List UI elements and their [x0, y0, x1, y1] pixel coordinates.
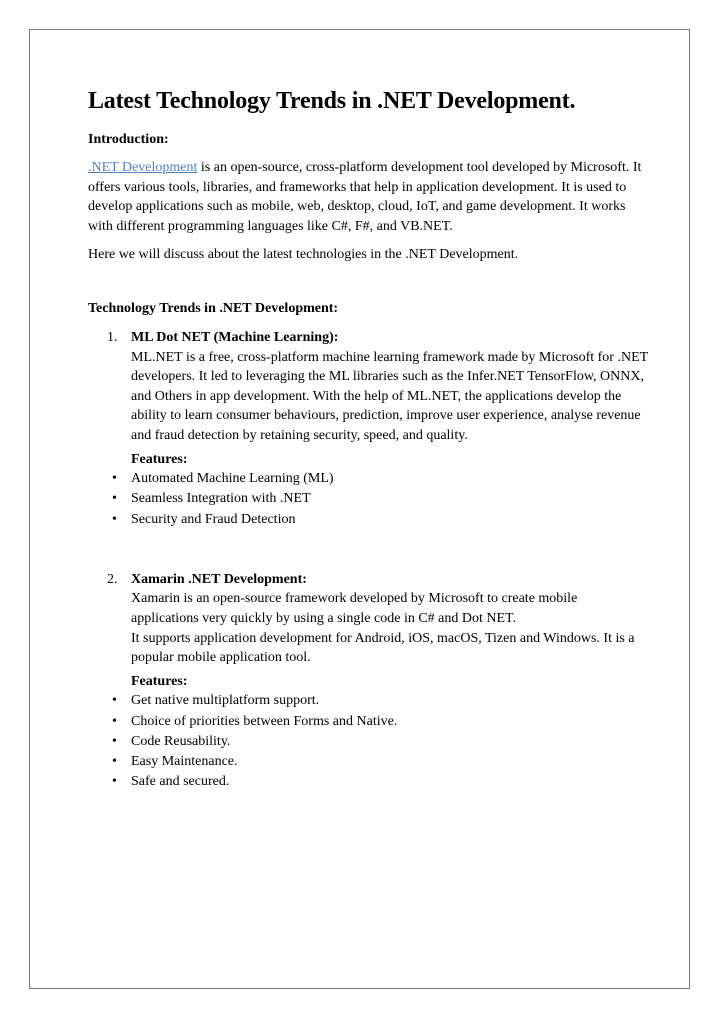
bullet-icon: •: [112, 471, 117, 487]
feature-item: • Easy Maintenance.: [88, 752, 648, 772]
trend-title: ML Dot NET (Machine Learning):: [131, 329, 339, 345]
feature-item: • Safe and secured.: [88, 772, 648, 792]
trend-description: Xamarin is an open-source framework developed by Microsoft to create mobile applications very quickly by using a single code in C# and Dot NET.: [131, 591, 578, 626]
feature-item: • Automated Machine Learning (ML): [88, 469, 648, 489]
introduction-heading: Introduction:: [88, 132, 169, 147]
bullet-icon: •: [112, 753, 117, 769]
trend-number: 2.: [107, 571, 118, 587]
introduction-paragraph: [88, 158, 648, 236]
bullet-icon: •: [112, 491, 117, 507]
bullet-icon: •: [112, 733, 117, 749]
bullet-icon: •: [112, 774, 117, 790]
trends-heading: Technology Trends in .NET Development:: [88, 300, 339, 316]
bullet-icon: •: [112, 693, 117, 709]
features-list-xamarin: [88, 691, 648, 792]
discussion-paragraph: Here we will discuss about the latest technologies in the .NET Development.: [88, 247, 519, 263]
trend-description: ML.NET is a free, cross-platform machine learning framework made by Microsoft for .NET developers. It led to leveraging the ML libraries such as the Infer.NET TensorFlow, ONNX, and Others in app development. With the help of ML.NET, the applications develop the ability to learn consumer behaviours, prediction, improve user experience, analyse revenue and fraud detection by retaining security, speed, and quality.: [131, 349, 648, 443]
trend-title: Xamarin .NET Development:: [131, 571, 307, 587]
trends-list: [88, 328, 648, 469]
features-list-ml-net: [88, 469, 648, 530]
trend-item-xamarin: [88, 570, 648, 692]
bullet-icon: •: [112, 511, 117, 527]
document-body: [88, 86, 648, 792]
document-title: Latest Technology Trends in .NET Development.: [88, 88, 576, 114]
bullet-icon: •: [112, 713, 117, 729]
feature-item: • Code Reusability.: [88, 732, 648, 752]
features-label: Features:: [131, 673, 188, 689]
feature-item: • Get native multiplatform support.: [88, 691, 648, 711]
net-development-link[interactable]: .NET Development: [88, 160, 198, 175]
introduction-text: is an open-source, cross-platform development tool developed by Microsoft. It offers various tools, libraries, and frameworks that help in application development. It is used to develop applications such as mobile, web, desktop, cloud, IoT, and game development. It works with different programming languages like C#, F#, and VB.NET.: [88, 160, 642, 234]
feature-item: • Choice of priorities between Forms and Native.: [88, 712, 648, 732]
trend-item-ml-net: [88, 328, 648, 469]
trend-number: 1.: [107, 329, 118, 345]
features-label: Features:: [131, 451, 188, 467]
trend-description-2: It supports application development for Android, iOS, macOS, Tizen and Windows. It is a popular mobile application tool.: [131, 630, 635, 666]
feature-item: • Seamless Integration with .NET: [88, 489, 648, 509]
trends-list-continued: [88, 570, 648, 692]
feature-item: • Security and Fraud Detection: [88, 510, 648, 530]
